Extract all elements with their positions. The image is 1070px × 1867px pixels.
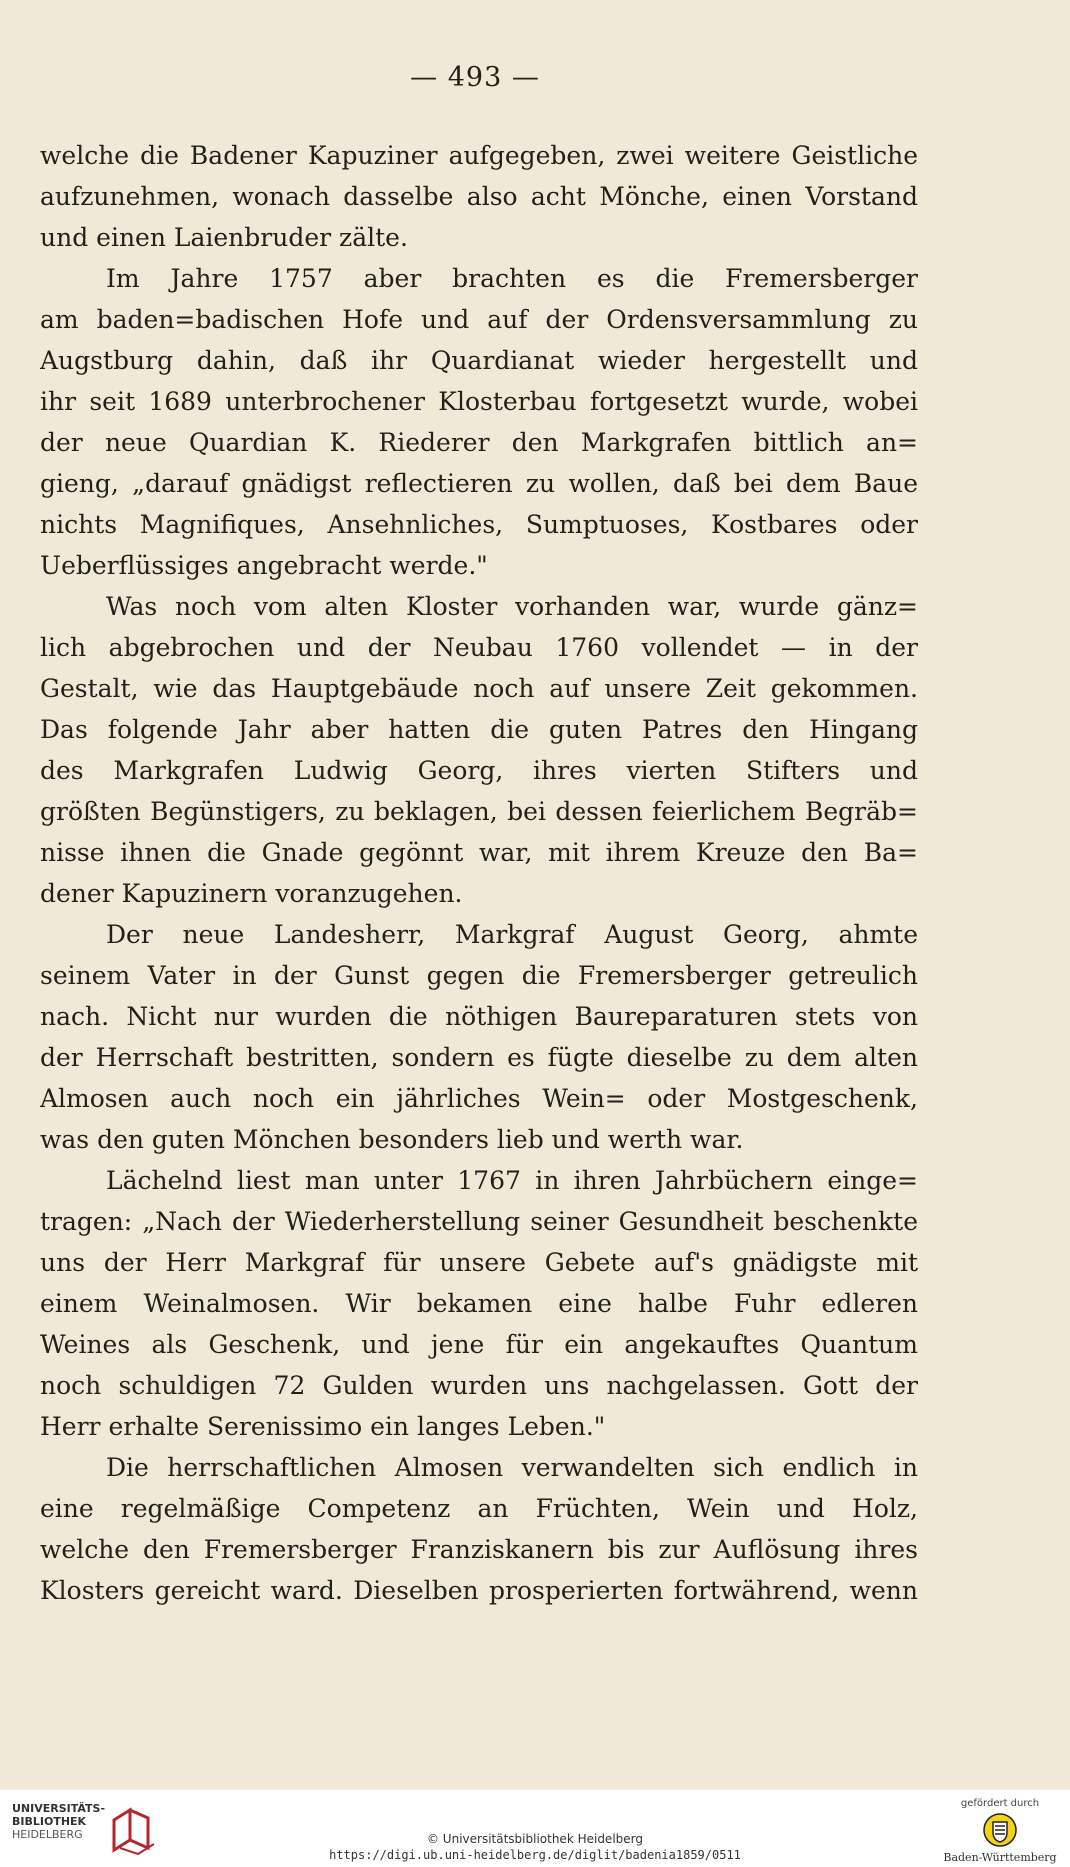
text-line: Lächelnd liest man unter 1767 in ihren Jahrbüchern einge=	[106, 1166, 918, 1195]
text-line: ihr seit 1689 unterbrochener Klosterbau fortgesetzt wurde, wobei	[40, 387, 918, 416]
text-line: der neue Quardian K. Riederer den Markgrafen bittlich an=	[40, 428, 918, 457]
text-line: einem Weinalmosen. Wir bekamen eine halbe Fuhr edleren	[40, 1289, 918, 1318]
text-line: was den guten Mönchen besonders lieb und werth war.	[40, 1125, 744, 1154]
text-line: Ueberflüssiges angebracht werde."	[40, 551, 488, 580]
text-line: des Markgrafen Ludwig Georg, ihres vierten Stifters und	[40, 756, 918, 785]
text-line: nach. Nicht nur wurden die nöthigen Baureparaturen stets von	[40, 1002, 918, 1031]
text-line: am baden=badischen Hofe und auf der Ordensversammlung zu	[40, 305, 918, 334]
text-line: Der neue Landesherr, Markgraf August Georg, ahmte	[106, 920, 918, 949]
text-line: dener Kapuzinern voranzugehen.	[40, 879, 463, 908]
text-line: nichts Magnifiques, Ansehnliches, Sumptuoses, Kostbares oder	[40, 510, 918, 539]
text-line: noch schuldigen 72 Gulden wurden uns nachgelassen. Gott der	[40, 1371, 918, 1400]
text-line: Klosters gereicht ward. Dieselben prosperierten fortwährend, wenn	[40, 1576, 918, 1605]
text-line: und einen Laienbruder zälte.	[40, 223, 408, 252]
text-line: Die herrschaftlichen Almosen verwandelten sich endlich in	[106, 1453, 918, 1482]
text-line: uns der Herr Markgraf für unsere Gebete auf's gnädigste mit	[40, 1248, 918, 1277]
text-line: gieng, „darauf gnädigst reflectieren zu wollen, daß bei dem Baue	[40, 469, 918, 498]
viewer-footer	[0, 1790, 1070, 1867]
text-line: Augstburg dahin, daß ihr Quardianat wieder hergestellt und	[40, 346, 918, 375]
text-line: aufzunehmen, wonach dasselbe also acht Mönche, einen Vorstand	[40, 182, 918, 211]
library-name-line: HEIDELBERG	[12, 1828, 83, 1841]
body-text	[40, 135, 918, 1611]
funder-name: Baden-Württemberg	[943, 1851, 1057, 1864]
library-name-line: UNIVERSITÄTS-	[12, 1802, 106, 1815]
text-line: Das folgende Jahr aber hatten die guten Patres den Hingang	[40, 715, 918, 744]
text-line: welche den Fremersberger Franziskanern bis zur Auflösung ihres	[40, 1535, 918, 1564]
page-number: — 493 —	[410, 62, 540, 93]
copyright-notice: © Universitätsbibliothek Heidelberg	[426, 1832, 643, 1846]
text-line: Weines als Geschenk, und jene für ein angekauftes Quantum	[40, 1330, 918, 1359]
permalink-url[interactable]: https://digi.ub.uni-heidelberg.de/diglit/badenia1859/0511	[329, 1848, 741, 1862]
text-line: Herr erhalte Serenissimo ein langes Leben."	[40, 1412, 606, 1441]
text-line: seinem Vater in der Gunst gegen die Fremersberger getreulich	[40, 961, 918, 990]
text-line: eine regelmäßige Competenz an Früchten, Wein und Holz,	[40, 1494, 918, 1523]
text-line: Almosen auch noch ein jährliches Wein= oder Mostgeschenk,	[40, 1084, 918, 1113]
text-line: Was noch vom alten Kloster vorhanden war, wurde gänz=	[106, 592, 918, 621]
funded-by-label: gefördert durch	[960, 1798, 1040, 1809]
text-line: nisse ihnen die Gnade gegönnt war, mit ihrem Kreuze den Ba=	[40, 838, 918, 867]
text-line: welche die Badener Kapuziner aufgegeben, zwei weitere Geistliche	[40, 141, 918, 170]
text-line: größten Begünstigers, zu beklagen, bei dessen feierlichem Begräb=	[40, 797, 918, 826]
text-line: tragen: „Nach der Wiederherstellung seiner Gesundheit beschenkte	[40, 1207, 918, 1236]
state-crest-icon	[982, 1812, 1018, 1848]
text-line: der Herrschaft bestritten, sondern es fügte dieselbe zu dem alten	[40, 1043, 918, 1072]
text-line: Im Jahre 1757 aber brachten es die Fremersberger	[106, 264, 918, 293]
text-line: lich abgebrochen und der Neubau 1760 vollendet — in der	[40, 633, 918, 662]
library-name-line: BIBLIOTHEK	[12, 1815, 87, 1828]
funder-badge[interactable]	[940, 1798, 1060, 1864]
text-line: Gestalt, wie das Hauptgebäude noch auf unsere Zeit gekommen.	[40, 674, 918, 703]
